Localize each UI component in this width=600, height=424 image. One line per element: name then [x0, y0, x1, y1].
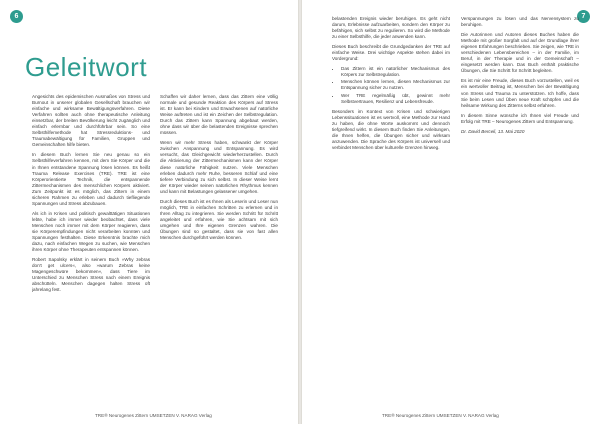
left-column-1 — [32, 94, 150, 408]
paragraph: In diesem Sinne wünsche ich Ihnen viel Freude und Erfolg mit TRE – Neurogenes Zittern und Entspannung. — [461, 112, 579, 124]
paragraph: Angesichts des epidemischen Ausmaßes von Stress und Burnout in unserer globalen Gesellschaft brauchen wir einfache und wirksame Bewältigungsverfahren. Diese Verfahren sollten auch ohne therapeutische Anleitung einsetzbar, der breiten Bevölkerung leicht zugänglich und einfach erlernbar und durchführbar sein. So eine Selbsthilfemethode hat Stressreduktions- und Traumabewältigung für Familien, Gruppen und Gemeinschaften hilfe bieten. — [32, 94, 150, 148]
paragraph: Als ich in Krisen und politisch gewalttätigen Situationen lebte, habe ich immer wieder beobachtet, dass viele Menschen noch immer mit dem Körper reagieren, dass sie Körperempfindungen nicht verarbeiten konnten und Spannungen festhalten. Diese Erkenntnis brachte mich dazu, nach einfachen Wegen zu suchen, wie Menschen ihren Körper ohne Therapeuten entspannen können. — [32, 210, 150, 253]
page-number-left: 6 — [10, 10, 23, 23]
author-signature: Dr. David Berceli, 13. Mai 2020 — [461, 128, 525, 134]
paragraph: belastenden Ereignis wieder beruhigen. Es geht nicht darum, Erlebnisse aufzuarbeiten, sondern den Körper zu befähigen, sich selbst zu regulieren. So wird die Methode zu einer Selbsthilfe, die jeder anwenden kann. — [332, 16, 450, 40]
paragraph: Dieses Buch beschreibt die Grundgedanken der TRE auf einfache Weise. Drei wichtige Aspekte stehen dabei im Vordergrund: — [332, 44, 450, 62]
right-page — [302, 0, 600, 424]
paragraph: Robert Sapolsky erklärt in seinem Buch »Why zebras don't get ulcers«, also »warum Zebras keine Magengeschwüre bekommen«, dass Tiere im Unterschied zu Menschen Stress nach einem Ereignis abschütteln. Menschen dagegen halten Stress oft jahrelang fest. — [32, 257, 150, 293]
paragraph: Schaffen wir daher lernen, dass das Zittern eine völlig normale und gesunde Reaktion des Körpers auf Stress ist. Er kann bei Kindern und Erwachsenen auf natürliche Weise auftreten und ist ein Zeichen der Selbstregulation. Durch das Zittern kann Spannung abgebaut werden, ohne dass wir über die belastenden Ereignisse sprechen müssen. — [160, 94, 278, 136]
paragraph: Besonders im Kontext von Krisen und schwierigen Lebenssituationen ist es wertvoll, eine Methode zur Hand zu haben, die ohne Worte auskommt und dennoch tiefgreifend wirkt. In diesem Buch finden Sie Anleitungen, die Ihnen helfen, die Übungen sicher und wirksam anzuwenden. Die Sprache des Körpers ist universell und verbindet Menschen über kulturelle Grenzen hinweg. — [332, 108, 450, 150]
list-item: • Menschen können lernen, diesen Mechanismus zur Entspannung sicher zu nutzen. — [341, 79, 450, 91]
paragraph: In diesem Buch lernen Sie neu genau so ein Selbsthilfeverfahren kennen, mit dem Sie Körper und die in Ihnen entstandene Spannung lösen können. Es heißt Trauma Release Exercises (TRE). TRE ist eine Körperorientierte Technik, die entspannende Zittermechanismen des menschlichen Körpers aktiviert. Zum Zeitpunkt ist es möglich, das Zittern in einem sicheren Rahmen zu erleben und dadurch tiefliegende Spannungen und Stress abzubauen. — [32, 152, 150, 206]
right-column-1 — [332, 16, 450, 408]
page-title: Geleitwort — [25, 52, 148, 82]
right-column-2 — [461, 16, 579, 408]
list-item: • Das Zittern ist ein natürlicher Mechanismus des Körpers zur Selbstregulation. — [341, 66, 450, 78]
paragraph: Durch dieses Buch ist es Ihnen als Leserin und Leser nun möglich, TRE in einfachen Schritten zu erlernen und in Ihren Alltag zu integrieren. Sie werden Schritt für Schritt angeleitet und erfahren, wie Sie achtsam mit sich umgehen und Ihre eigenen Grenzen wahren. Die Übungen sind so gestaltet, dass sie von fast allen Menschen durchgeführt werden können. — [160, 198, 278, 241]
paragraph: Es ist mir eine Freude, dieses Buch vorzustellen, weil es ein wertvoller Beitrag ist, Menschen bei der Bewältigung von Stress und Trauma zu unterstützen. Ich hoffe, dass Sie beim Lesen und Üben neue Kraft schöpfen und die heilsame Wirkung des Zitterns selbst erfahren. — [461, 78, 579, 108]
page-footer-right: TRE® Neurogenes Zittern UMSETZEN V. NARAG Verlag — [382, 413, 499, 418]
page-number-right: 7 — [577, 10, 590, 23]
left-column-2 — [160, 94, 278, 408]
paragraph: Verspannungen zu lösen und das Nervensystem zu beruhigen. — [461, 16, 579, 28]
paragraph: Wenn wir mehr Stress haben, schwankt der Körper zwischen Anspannung und Entspannung. Es wird versucht, das Gleichgewicht wiederherzustellen. Durch die Aktivierung der Zittermechanismen kann der Körper diese natürliche Fähigkeit nutzen. Viele Menschen erleben dadurch mehr Ruhe, besseren Schlaf und eine tiefere Verbindung zu sich selbst. In dieser Weise lernt der Körper wieder seinen natürlichen Rhythmus kennen und kann mit Belastungen gelassener umgehen. — [160, 140, 278, 194]
left-page — [0, 0, 298, 424]
paragraph: Die Autorinnen und Autoren dieses Buches haben die Methode mit großer Sorgfalt und auf der Grundlage ihrer eigenen Erfahrungen beschrieben. Sie zeigen, wie TRE in verschiedenen Lebensbereichen – in der Familie, im Beruf, in der Therapie und in der Gemeinschaft – eingesetzt werden kann. Das Buch enthält praktische Übungen, die Sie Schritt für Schritt begleiten. — [461, 32, 579, 74]
bullet-list — [332, 66, 450, 104]
page-footer-left: TRE® Neurogenes Zittern UMSETZEN V. NARAG Verlag — [95, 413, 212, 418]
list-item: • Wer TRE regelmäßig übt, gewinnt mehr Selbstvertrauen, Resilienz und Lebensfreude. — [341, 93, 450, 105]
